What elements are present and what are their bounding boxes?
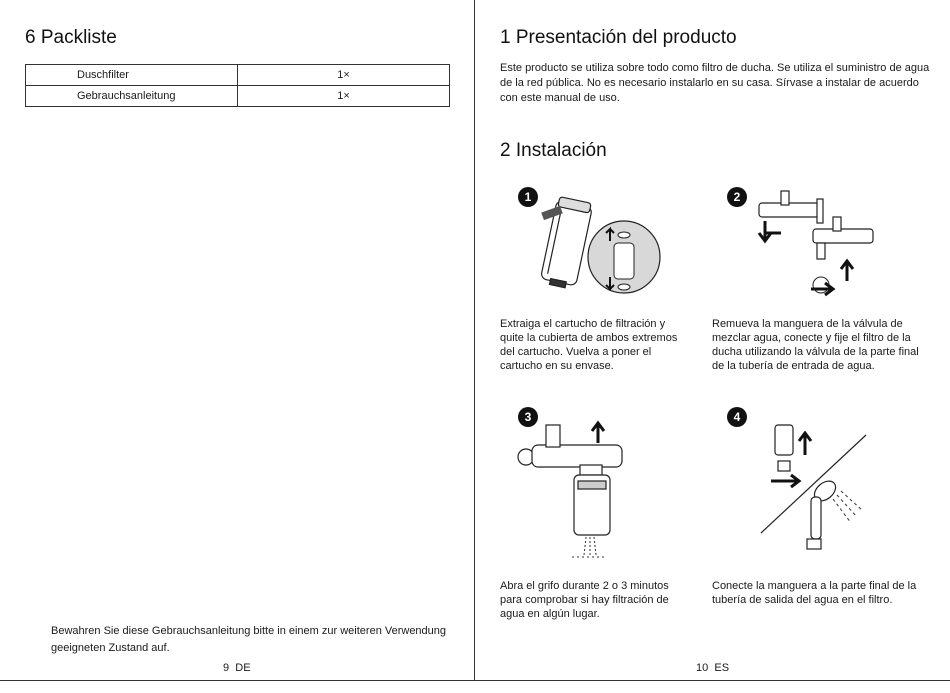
pack-item-name: Gebrauchsanleitung <box>26 86 238 107</box>
table-row <box>26 86 450 107</box>
mixer-valve-illustration <box>721 185 891 305</box>
step-number-1: 1 <box>524 190 532 204</box>
page-lang: ES <box>714 662 730 674</box>
filter-cartridge-illustration <box>506 185 666 305</box>
presentation-heading: 1 Presentación del producto <box>500 27 737 48</box>
table-row <box>26 65 450 86</box>
spine-divider <box>474 0 475 680</box>
installation-heading: 2 Instalación <box>500 140 607 161</box>
page-footer-right <box>696 662 729 674</box>
shower-hose-illustration <box>721 405 881 570</box>
page-lang: DE <box>235 662 251 674</box>
bottom-rule <box>0 680 950 681</box>
storage-note: Bewahren Sie diese Gebrauchsanleitung bitte in einem zur weiteren Verwendung geeigneten Zustand auf. <box>51 625 447 654</box>
step-caption-1: Extraiga el cartucho de filtración y quite la cubierta de ambos extremos del cartucho. Vuelva a poner el cartucho en su envase. <box>500 318 678 372</box>
page-footer-left <box>223 662 251 674</box>
intro-text: Este producto se utiliza sobre todo como filtro de ducha. Se utiliza el suministro de agua de la red pública. No es necesario instalarlo en su casa. Sírvase a instalar de acuerdo con este manual de uso. <box>500 62 930 104</box>
step-number-4: 4 <box>733 410 741 424</box>
pack-item-qty: 1× <box>238 86 450 107</box>
pack-item-name: Duschfilter <box>26 65 238 86</box>
step-caption-4: Conecte la manguera a la parte final de la tubería de salida del agua en el filtro. <box>712 580 917 606</box>
pack-list-table <box>25 64 450 107</box>
step-caption-2: Remueva la manguera de la válvula de mezclar agua, conecte y fije el filtro de la ducha utilizando la válvula de la parte final de la tubería de entrada de agua. <box>712 318 919 372</box>
page-number: 10 <box>696 662 709 674</box>
step-number-2: 2 <box>733 190 741 204</box>
page-number: 9 <box>223 662 230 674</box>
step-caption-3: Abra el grifo durante 2 o 3 minutos para comprobar si hay filtración de agua en algún lugar. <box>500 580 669 620</box>
page-right-es <box>476 0 950 693</box>
faucet-filter-illustration <box>506 405 656 570</box>
pack-item-qty: 1× <box>238 65 450 86</box>
step-number-3: 3 <box>524 410 532 424</box>
packliste-heading: 6 Packliste <box>25 27 117 48</box>
